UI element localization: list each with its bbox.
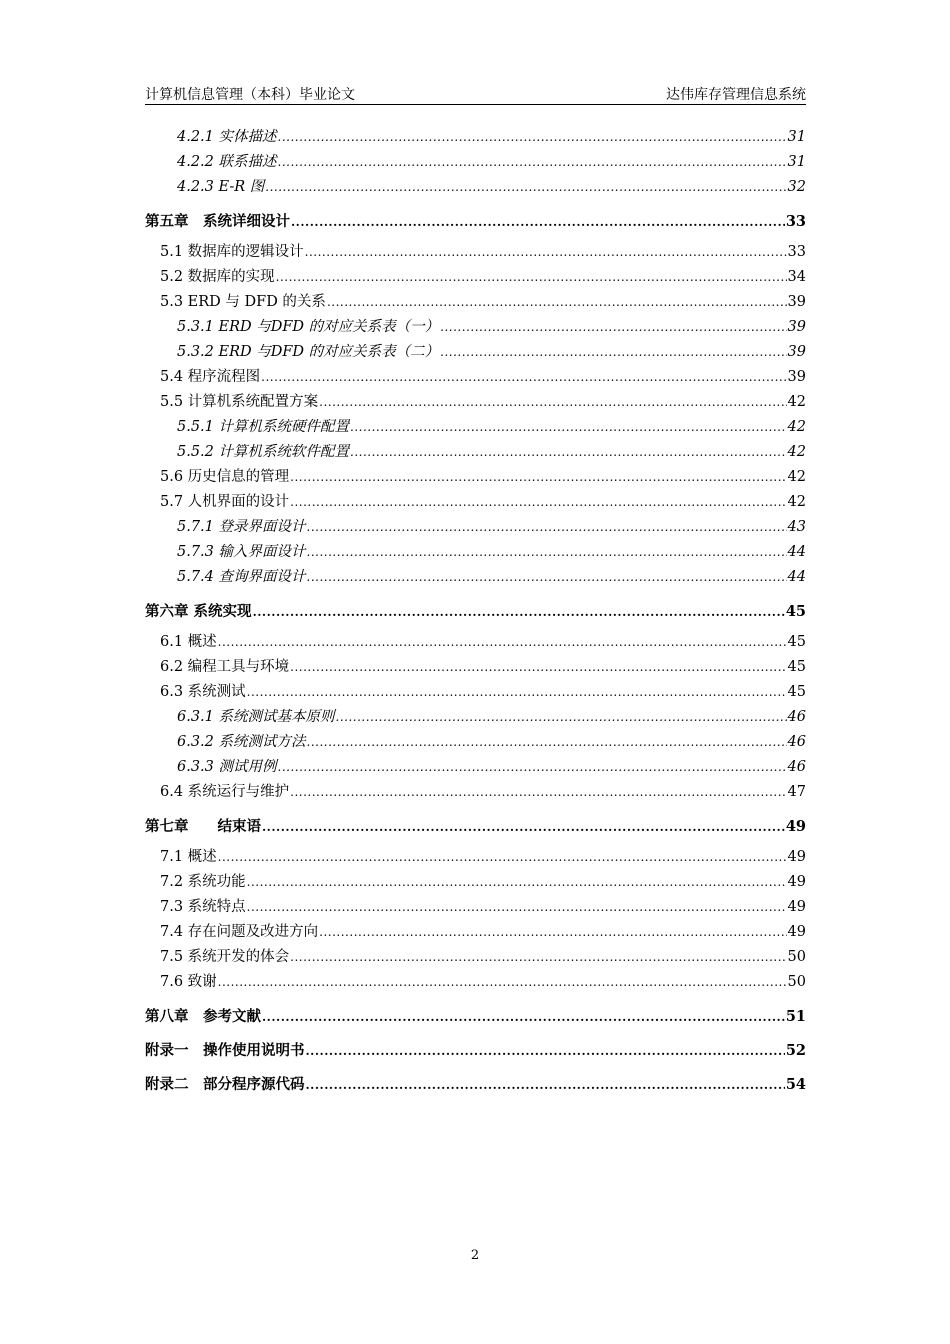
toc-entry-label: 附录二 部分程序源代码 xyxy=(145,1076,305,1093)
toc-dot-leader xyxy=(278,150,787,175)
toc-entry-label: 第六章 系统实现 xyxy=(145,603,252,620)
toc-subsection-entry[interactable] xyxy=(145,755,806,780)
toc-entry-page: 49 xyxy=(785,818,806,835)
toc-dot-leader xyxy=(276,265,787,290)
toc-dot-leader xyxy=(253,600,785,625)
toc-section-entry[interactable] xyxy=(145,895,806,920)
toc-subsection-entry[interactable] xyxy=(145,415,806,440)
toc-entry-page: 42 xyxy=(787,494,806,510)
toc-entry-label: 5.4 程序流程图 xyxy=(160,369,261,385)
toc-dot-leader xyxy=(306,1039,785,1064)
toc-entry-page: 52 xyxy=(785,1042,806,1059)
toc-section-entry[interactable] xyxy=(145,240,806,265)
toc-entry-label: 5.3.1 ERD 与DFD 的对应关系表（一） xyxy=(177,319,440,335)
toc-dot-leader xyxy=(262,815,785,840)
toc-entry-page: 46 xyxy=(787,709,806,725)
toc-subsection-entry[interactable] xyxy=(145,150,806,175)
toc-entry-page: 46 xyxy=(787,759,806,775)
toc-entry-page: 43 xyxy=(787,519,806,535)
toc-section-entry[interactable] xyxy=(145,630,806,655)
toc-dot-leader xyxy=(278,755,787,780)
toc-entry-label: 4.2.1 实体描述 xyxy=(177,129,277,145)
toc-dot-leader xyxy=(247,680,787,705)
toc-dot-leader xyxy=(278,125,787,150)
toc-entry-page: 31 xyxy=(787,154,806,170)
toc-entry-page: 34 xyxy=(787,269,806,285)
toc-subsection-entry[interactable] xyxy=(145,315,806,340)
toc-entry-page: 45 xyxy=(787,659,806,675)
toc-entry-label: 7.1 概述 xyxy=(160,849,217,865)
toc-entry-label: 6.3.3 测试用例 xyxy=(177,759,277,775)
toc-entry-label: 5.7.1 登录界面设计 xyxy=(177,519,306,535)
header-thesis-title: 计算机信息管理（本科）毕业论文 xyxy=(145,87,355,103)
toc-entry-page: 39 xyxy=(787,369,806,385)
toc-section-entry[interactable] xyxy=(145,945,806,970)
toc-chapter-entry[interactable] xyxy=(145,209,806,234)
toc-entry-label: 5.5 计算机系统配置方案 xyxy=(160,394,319,410)
toc-entry-label: 7.6 致谢 xyxy=(160,974,217,990)
toc-entry-page: 39 xyxy=(787,294,806,310)
toc-subsection-entry[interactable] xyxy=(145,565,806,590)
toc-entry-page: 54 xyxy=(785,1076,806,1093)
toc-dot-leader xyxy=(265,175,786,200)
toc-entry-label: 5.7 人机界面的设计 xyxy=(160,494,290,510)
toc-section-entry[interactable] xyxy=(145,490,806,515)
toc-dot-leader xyxy=(440,340,786,365)
toc-entry-page: 49 xyxy=(787,924,806,940)
toc-entry-label: 5.7.3 输入界面设计 xyxy=(177,544,306,560)
toc-chapter-entry[interactable] xyxy=(145,1038,806,1063)
toc-subsection-entry[interactable] xyxy=(145,175,806,200)
toc-entry-page: 31 xyxy=(787,129,806,145)
toc-chapter-entry[interactable] xyxy=(145,1004,806,1029)
toc-dot-leader xyxy=(291,210,785,235)
toc-dot-leader xyxy=(336,705,787,730)
toc-subsection-entry[interactable] xyxy=(145,515,806,540)
toc-dot-leader xyxy=(319,390,786,415)
toc-dot-leader xyxy=(290,780,786,805)
toc-entry-label: 6.2 编程工具与环境 xyxy=(160,659,290,675)
toc-entry-label: 7.2 系统功能 xyxy=(160,874,246,890)
toc-subsection-entry[interactable] xyxy=(145,125,806,150)
toc-entry-label: 5.5.2 计算机系统软件配置 xyxy=(177,444,350,460)
toc-entry-page: 49 xyxy=(787,899,806,915)
toc-entry-page: 33 xyxy=(787,244,806,260)
toc-entry-label: 7.4 存在问题及改进方向 xyxy=(160,924,319,940)
toc-entry-page: 45 xyxy=(785,603,806,620)
toc-dot-leader xyxy=(327,290,787,315)
toc-dot-leader xyxy=(262,1005,785,1030)
toc-entry-page: 51 xyxy=(785,1008,806,1025)
table-of-contents xyxy=(145,125,806,1097)
toc-entry-label: 5.7.4 查询界面设计 xyxy=(177,569,306,585)
toc-entry-page: 33 xyxy=(785,213,806,230)
toc-dot-leader xyxy=(218,845,787,870)
toc-dot-leader xyxy=(307,730,787,755)
toc-subsection-entry[interactable] xyxy=(145,730,806,755)
toc-chapter-entry[interactable] xyxy=(145,814,806,839)
toc-dot-leader xyxy=(350,440,787,465)
toc-section-entry[interactable] xyxy=(145,365,806,390)
toc-entry-label: 第五章 系统详细设计 xyxy=(145,213,290,230)
toc-entry-label: 第七章 结束语 xyxy=(145,818,261,835)
toc-section-entry[interactable] xyxy=(145,465,806,490)
toc-entry-page: 39 xyxy=(787,319,806,335)
toc-entry-label: 6.1 概述 xyxy=(160,634,217,650)
toc-section-entry[interactable] xyxy=(145,780,806,805)
toc-entry-label: 5.1 数据库的逻辑设计 xyxy=(160,244,304,260)
toc-chapter-entry[interactable] xyxy=(145,599,806,624)
toc-entry-label: 6.3 系统测试 xyxy=(160,684,246,700)
toc-entry-label: 7.5 系统开发的体会 xyxy=(160,949,290,965)
toc-dot-leader xyxy=(307,565,787,590)
toc-section-entry[interactable] xyxy=(145,655,806,680)
toc-entry-label: 5.3.2 ERD 与DFD 的对应关系表（二） xyxy=(177,344,440,360)
toc-chapter-entry[interactable] xyxy=(145,1072,806,1097)
toc-section-entry[interactable] xyxy=(145,970,806,995)
toc-entry-label: 第八章 参考文献 xyxy=(145,1008,261,1025)
toc-entry-label: 4.2.2 联系描述 xyxy=(177,154,277,170)
toc-section-entry[interactable] xyxy=(145,265,806,290)
toc-entry-label: 5.6 历史信息的管理 xyxy=(160,469,290,485)
toc-section-entry[interactable] xyxy=(145,680,806,705)
toc-entry-page: 44 xyxy=(787,569,806,585)
toc-entry-label: 附录一 操作使用说明书 xyxy=(145,1042,305,1059)
toc-entry-label: 5.3 ERD 与 DFD 的关系 xyxy=(160,294,326,310)
toc-dot-leader xyxy=(247,895,787,920)
toc-entry-label: 6.4 系统运行与维护 xyxy=(160,784,290,800)
toc-entry-label: 4.2.3 E-R 图 xyxy=(177,179,265,195)
toc-subsection-entry[interactable] xyxy=(145,440,806,465)
toc-section-entry[interactable] xyxy=(145,870,806,895)
toc-entry-label: 5.5.1 计算机系统硬件配置 xyxy=(177,419,350,435)
toc-entry-label: 6.3.1 系统测试基本原则 xyxy=(177,709,335,725)
page-number: 2 xyxy=(470,1248,480,1263)
toc-dot-leader xyxy=(218,970,787,995)
toc-entry-page: 46 xyxy=(787,734,806,750)
toc-dot-leader xyxy=(440,315,786,340)
toc-entry-page: 47 xyxy=(787,784,806,800)
toc-dot-leader xyxy=(350,415,787,440)
toc-dot-leader xyxy=(307,540,787,565)
toc-dot-leader xyxy=(218,630,787,655)
toc-section-entry[interactable] xyxy=(145,920,806,945)
toc-subsection-entry[interactable] xyxy=(145,540,806,565)
header-system-title: 达伟库存管理信息系统 xyxy=(666,87,806,103)
toc-entry-label: 7.3 系统特点 xyxy=(160,899,246,915)
toc-section-entry[interactable] xyxy=(145,390,806,415)
toc-entry-page: 42 xyxy=(787,444,806,460)
toc-subsection-entry[interactable] xyxy=(145,340,806,365)
toc-entry-page: 32 xyxy=(787,179,806,195)
toc-entry-page: 42 xyxy=(787,469,806,485)
toc-dot-leader xyxy=(305,240,787,265)
toc-entry-page: 42 xyxy=(787,419,806,435)
toc-dot-leader xyxy=(319,920,786,945)
toc-entry-page: 49 xyxy=(787,874,806,890)
toc-dot-leader xyxy=(247,870,787,895)
toc-entry-label: 5.2 数据库的实现 xyxy=(160,269,275,285)
toc-entry-label: 6.3.2 系统测试方法 xyxy=(177,734,306,750)
toc-entry-page: 49 xyxy=(787,849,806,865)
toc-entry-page: 45 xyxy=(787,684,806,700)
toc-dot-leader xyxy=(290,490,786,515)
toc-entry-page: 44 xyxy=(787,544,806,560)
toc-entry-page: 50 xyxy=(787,949,806,965)
toc-dot-leader xyxy=(290,465,786,490)
toc-dot-leader xyxy=(307,515,787,540)
toc-dot-leader xyxy=(306,1073,785,1098)
toc-dot-leader xyxy=(290,655,786,680)
toc-entry-page: 50 xyxy=(787,974,806,990)
toc-entry-page: 42 xyxy=(787,394,806,410)
toc-entry-page: 39 xyxy=(787,344,806,360)
toc-entry-page: 45 xyxy=(787,634,806,650)
toc-subsection-entry[interactable] xyxy=(145,705,806,730)
toc-dot-leader xyxy=(290,945,786,970)
toc-section-entry[interactable] xyxy=(145,290,806,315)
toc-dot-leader xyxy=(261,365,786,390)
toc-section-entry[interactable] xyxy=(145,845,806,870)
page-header xyxy=(145,84,806,105)
